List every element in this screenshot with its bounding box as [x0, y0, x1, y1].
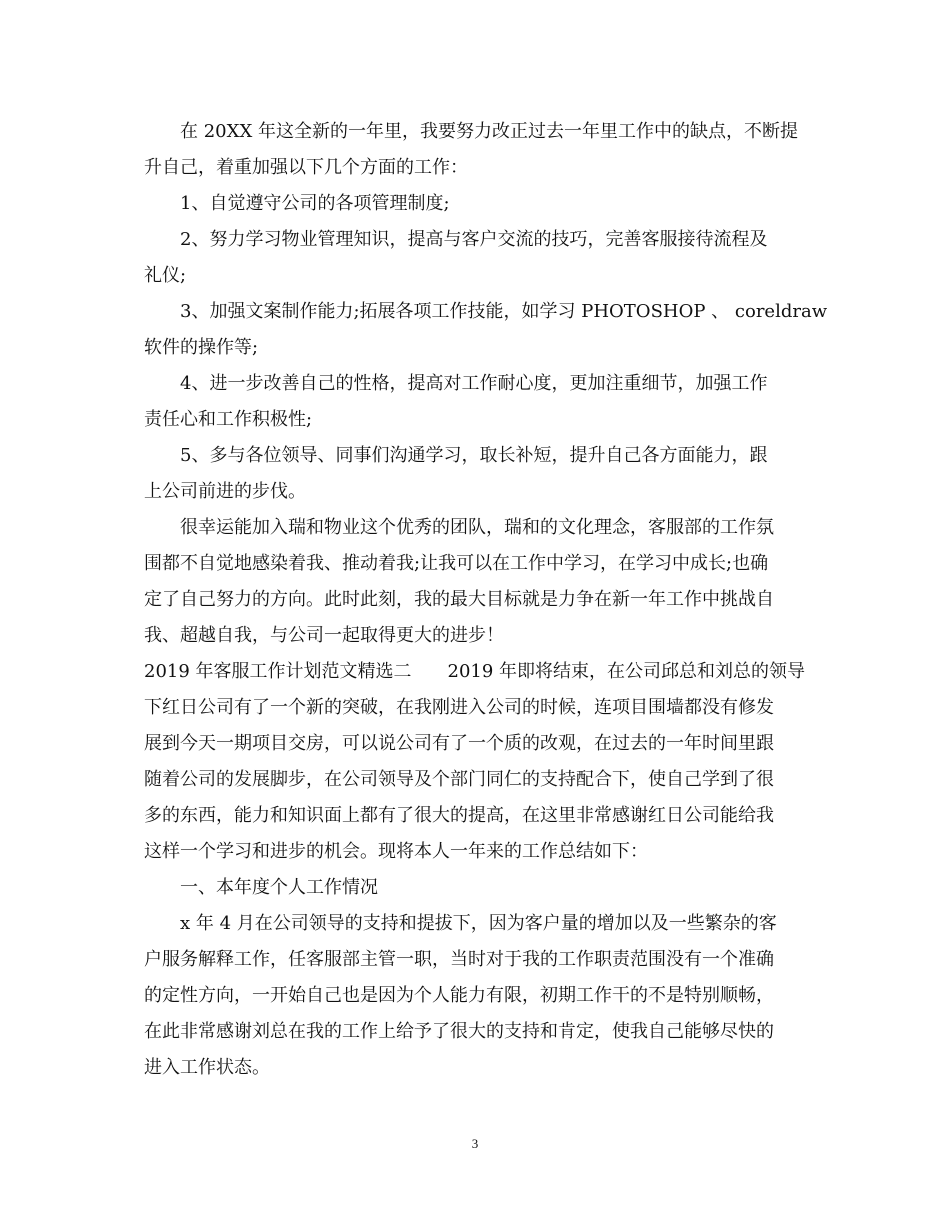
paragraph-line: 多的东西，能力和知识面上都有了很大的提高，在这里非常感谢红日公司能给我 — [144, 805, 774, 826]
list-item-line: 礼仪; — [144, 265, 187, 286]
paragraph-line: 进入工作状态。 — [144, 1057, 270, 1078]
paragraph-line: 展到今天一期项目交房，可以说公司有了一个质的改观，在过去的一年时间里跟 — [144, 733, 774, 754]
list-item-line: 上公司前进的步伐。 — [144, 481, 306, 502]
list-item-line: 软件的操作等; — [144, 337, 259, 358]
paragraph-line: 很幸运能加入瑞和物业这个优秀的团队，瑞和的文化理念，客服部的工作氛 — [180, 517, 774, 538]
section-title-line: 2019 年客服工作计划范文精选二 2019 年即将结束，在公司邱总和刘总的领导 — [144, 661, 806, 682]
list-item-line: 5、多与各位领导、同事们沟通学习，取长补短，提升自己各方面能力，跟 — [180, 445, 768, 466]
paragraph-line: 户服务解释工作，任客服部主管一职，当时对于我的工作职责范围没有一个准确 — [144, 949, 774, 970]
paragraph-line: 在 20XX 年这全新的一年里，我要努力改正过去一年里工作中的缺点，不断提 — [180, 121, 798, 142]
list-item-line: 责任心和工作积极性; — [144, 409, 313, 430]
page-number: 3 — [471, 1136, 479, 1151]
paragraph-line: x 年 4 月在公司领导的支持和提拔下，因为客户量的增加以及一些繁杂的客 — [180, 913, 777, 934]
list-item-line: 1、自觉遵守公司的各项管理制度; — [180, 193, 450, 214]
document-body — [144, 114, 828, 1086]
list-item-line: 2、努力学习物业管理知识，提高与客户交流的技巧，完善客服接待流程及 — [180, 229, 768, 250]
paragraph-line: 升自己，着重加强以下几个方面的工作： — [144, 157, 468, 178]
paragraph-line: 下红日公司有了一个新的突破，在我刚进入公司的时候，连项目围墙都没有修发 — [144, 697, 774, 718]
paragraph-line: 这样一个学习和进步的机会。现将本人一年来的工作总结如下： — [144, 841, 648, 862]
paragraph-line: 定了自己努力的方向。此时此刻，我的最大目标就是力争在新一年工作中挑战自 — [144, 589, 774, 610]
list-item-line: 4、进一步改善自己的性格，提高对工作耐心度，更加注重细节，加强工作 — [180, 373, 768, 394]
paragraph-line: 随着公司的发展脚步，在公司领导及个部门同仁的支持配合下，使自己学到了很 — [144, 769, 774, 790]
section-heading: 一、本年度个人工作情况 — [180, 877, 378, 898]
paragraph-line: 围都不自觉地感染着我、推动着我;让我可以在工作中学习，在学习中成长;也确 — [144, 553, 769, 574]
paragraph-line: 在此非常感谢刘总在我的工作上给予了很大的支持和肯定，使我自己能够尽快的 — [144, 1021, 774, 1042]
list-item-line: 3、加强文案制作能力;拓展各项工作技能，如学习 PHOTOSHOP 、 coreldraw — [180, 301, 828, 322]
paragraph-line: 的定性方向，一开始自己也是因为个人能力有限，初期工作干的不是特别顺畅， — [144, 985, 774, 1006]
paragraph-line: 我、超越自我，与公司一起取得更大的进步！ — [144, 625, 504, 646]
